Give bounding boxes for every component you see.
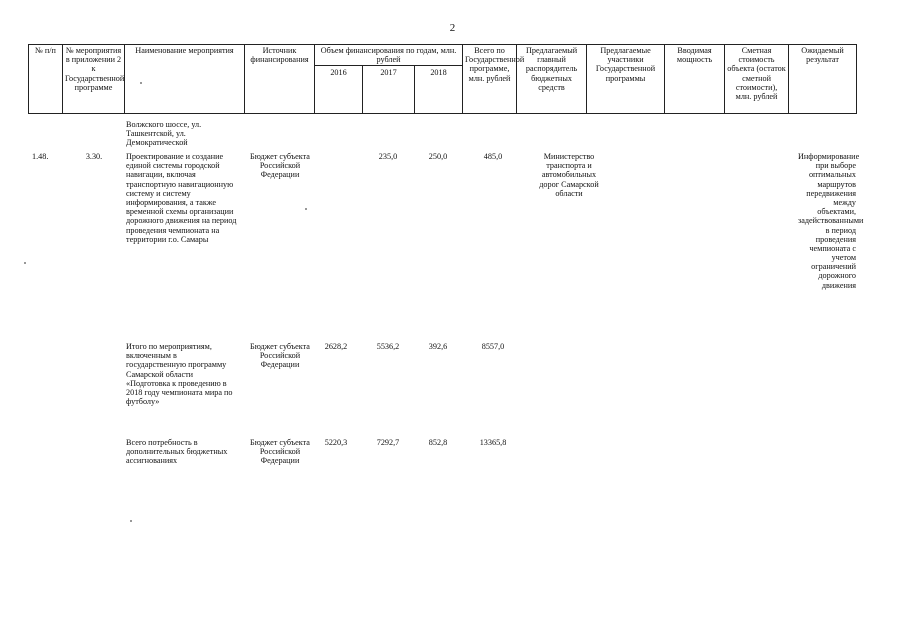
row-148-event-no: 3.30. — [85, 152, 103, 161]
subtotal-2016: 2628,2 — [324, 342, 348, 351]
page-number: 2 — [449, 22, 456, 34]
total-source: Бюджет субъекта Российской Федерации — [250, 438, 310, 466]
row-148-result: Информирование при выборе оптимальных маршрутов передвижения между объектами, задействованными в период проведения чемпионата с учетом ограничений дорожного движения — [798, 152, 864, 290]
subtotal-name: Итого по мероприятиям, включенным в государственную программу Самарской области «Подготовка к проведению в 2018 году чемпионата мира по футболу» — [126, 342, 233, 407]
row-148-2017: 235,0 — [378, 152, 398, 161]
header-event-name: Наименование мероприятия — [125, 45, 245, 114]
table-header — [28, 44, 857, 114]
scan-speck — [305, 208, 307, 210]
total-2016: 5220,3 — [324, 438, 348, 447]
total-total: 13365,8 — [479, 438, 507, 447]
subtotal-source: Бюджет субъекта Российской Федерации — [250, 342, 310, 370]
header-no: № п/п — [29, 45, 63, 114]
row-148-no: 1.48. — [32, 152, 49, 161]
total-2018: 852,8 — [428, 438, 448, 447]
header-manager: Предлагаемый главный распорядитель бюджетных средств — [517, 45, 587, 114]
row-148-manager: Министерство транспорта и автомобильных дорог Самарской области — [539, 152, 599, 198]
total-2017: 7292,7 — [376, 438, 400, 447]
header-capacity: Вводимая мощность — [665, 45, 725, 114]
scan-speck — [140, 82, 142, 84]
continuation-text: Волжского шоссе, ул. Ташкентской, ул. Демократической — [126, 120, 202, 148]
subtotal-total: 8557,0 — [481, 342, 505, 351]
scan-speck — [24, 262, 26, 264]
header-volume: Объем финансирования по годам, млн. рублей — [315, 45, 463, 66]
header-source: Источник финансирования — [245, 45, 315, 114]
total-name: Всего потребность в дополнительных бюджетных ассигнованиях — [126, 438, 228, 466]
subtotal-2017: 5536,2 — [376, 342, 400, 351]
row-148-total: 485,0 — [483, 152, 503, 161]
subtotal-2018: 392,6 — [428, 342, 448, 351]
header-year-2018: 2018 — [415, 66, 463, 114]
scan-speck — [130, 520, 132, 522]
header-event-no: № мероприятия в приложении 2 к Государственной программе — [63, 45, 125, 114]
header-total: Всего по Государственной программе, млн. рублей — [463, 45, 517, 114]
row-148-name: Проектирование и создание единой системы городской навигации, включая транспортную навигационную систему и систему информирования, а также временной схемы организации дорожного движения на период проведения чемпионата на территории г.о. Самары — [126, 152, 237, 244]
header-result: Ожидаемый результат — [789, 45, 857, 114]
header-year-2016: 2016 — [315, 66, 363, 114]
header-year-2017: 2017 — [363, 66, 415, 114]
row-148-2018: 250,0 — [428, 152, 448, 161]
header-cost: Сметная стоимость объекта (остаток сметной стоимости), млн. рублей — [725, 45, 789, 114]
row-148-source: Бюджет субъекта Российской Федерации — [250, 152, 310, 180]
header-participants: Предлагаемые участники Государственной программы — [587, 45, 665, 114]
